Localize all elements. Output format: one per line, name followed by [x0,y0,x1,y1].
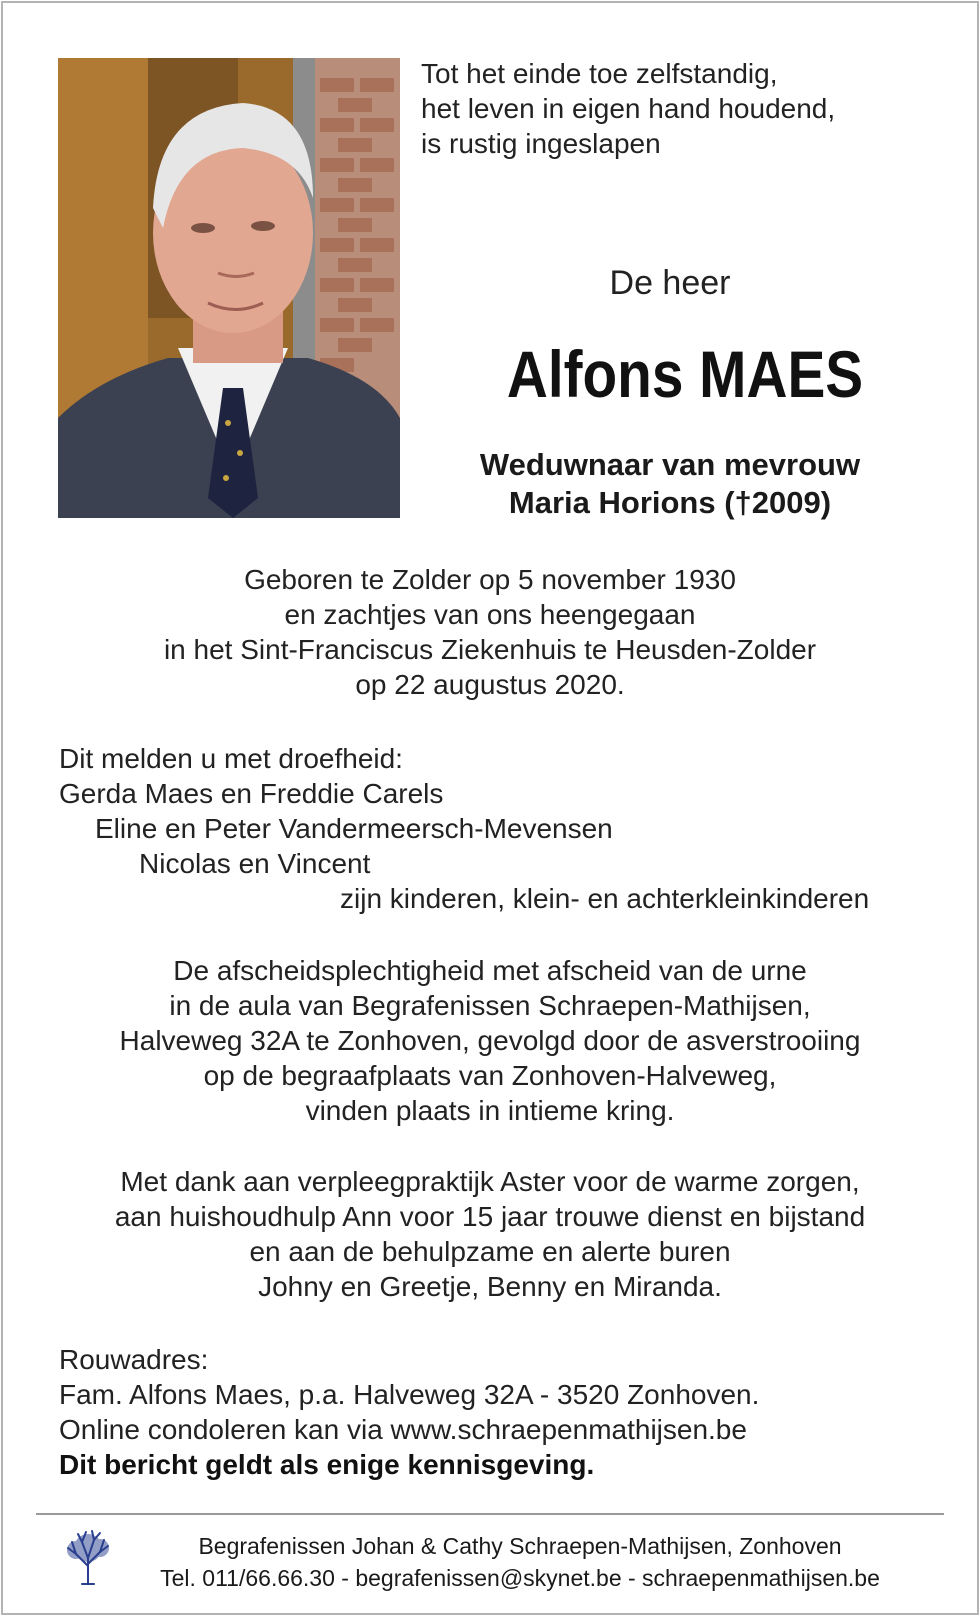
widower-of [430,446,910,522]
funeral-home-footer [120,1530,920,1594]
widower-line: Weduwnaar van mevrouw [479,447,861,482]
notice-text: Dit bericht geldt als enige kennisgeving. [59,1449,595,1480]
ceremony-line: Halveweg 32A te Zonhoven, gevolgd door de asverstrooiing [119,1025,861,1056]
family-grandchildren: Eline en Peter Vandermeersch-Mevensen [95,813,613,844]
ceremony-line: vinden plaats in intieme kring. [305,1095,675,1126]
thanks-line: Met dank aan verpleegpraktijk Aster voor de warme zorgen, [120,1166,860,1197]
ceremony-line: De afscheidsplechtigheid met afscheid van de urne [173,955,807,986]
online-condolence-text: Online condoleren kan via www.schraepenmathijsen.be [59,1414,747,1445]
address-label: Rouwadres: [59,1344,209,1375]
address-line: Fam. Alfons Maes, p.a. Halveweg 32A - 3520 Zonhoven. [59,1379,760,1410]
ceremony-line: in de aula van Begrafenissen Schraepen-Mathijsen, [169,990,811,1021]
ceremony-info [40,953,940,1128]
thanks-line: en aan de behulpzame en alerte buren [249,1236,731,1267]
intro-line: het leven in eigen hand houdend, [421,93,836,124]
portrait-photo [58,58,400,518]
born-line: op 22 augustus 2020. [355,669,625,700]
funeral-home-contact: Tel. 011/66.66.30 - begrafenissen@skynet.be - schraepenmathijsen.be [160,1565,880,1591]
deceased-name: Alfons MAES [506,337,864,411]
ceremony-line: op de begraafplaats van Zonhoven-Halveweg, [203,1060,777,1091]
thanks-line: Johny en Greetje, Benny en Miranda. [258,1271,722,1302]
salutation: De heer [609,264,731,302]
born-line: in het Sint-Franciscus Ziekenhuis te Heusden-Zolder [163,634,817,665]
thanks-line: aan huishoudhulp Ann voor 15 jaar trouwe dienst en bijstand [114,1201,866,1232]
intro-line: is rustig ingeslapen [421,128,661,159]
birth-death-info [40,562,940,702]
thanks-info [40,1164,940,1304]
intro-verse [421,56,941,161]
widower-line: Maria Horions (†2009) [508,485,832,520]
funeral-home-name: Begrafenissen Johan & Cathy Schraepen-Mathijsen, Zonhoven [198,1533,842,1559]
family-intro: Dit melden u met droefheid: [59,743,403,774]
intro-line: Tot het einde toe zelfstandig, [421,58,778,89]
mourning-address [59,1342,959,1482]
footer-divider [36,1513,944,1515]
family-great-grandchildren: Nicolas en Vincent [139,848,371,879]
family-children: Gerda Maes en Freddie Carels [59,778,444,809]
born-line: en zachtjes van ons heengegaan [284,599,696,630]
born-line: Geboren te Zolder op 5 november 1930 [244,564,736,595]
family-relation: zijn kinderen, klein- en achterkleinkinderen [340,883,870,914]
tree-logo-icon [62,1528,114,1586]
family-list [59,741,939,916]
